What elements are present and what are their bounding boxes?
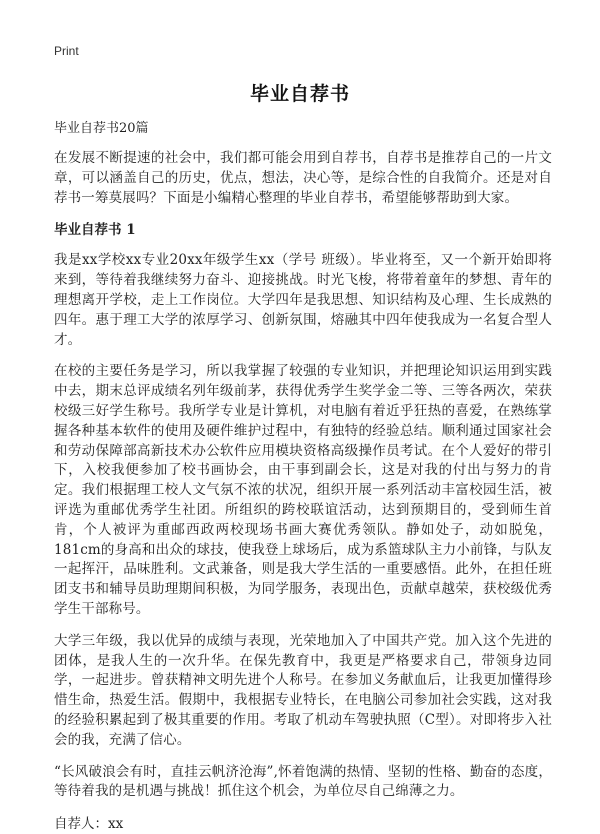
print-link[interactable]: Print <box>54 44 79 58</box>
document-subtitle: 毕业自荐书20篇 <box>54 121 149 136</box>
page-title: 毕业自荐书 <box>249 83 350 105</box>
body-paragraph-4: “长风破浪会有时，直挂云帆济沧海”,怀着饱满的热情、坚韧的性格、勤奋的态度，等待着我的是机遇与挑战！抓住这个机会，为单位尽自己绵薄之力。 <box>54 763 552 800</box>
signature-line: 自荐人：xx <box>54 816 124 833</box>
body-paragraph-1: 我是xx学校xx专业20xx年级学生xx（学号 班级）。毕业将至，又一个新开始即将来到，等待着我继续努力奋斗、迎接挑战。时光飞梭，将带着童年的梦想、青年的理想离开学校，走上工作岗位。大学四年是我思想、知识结构及心理、生长成熟的四年。惠于理工大学的浓厚学习、创新氛围，熔融其中四年使我成为一名复合型人才。 <box>54 252 552 348</box>
body-paragraph-3: 大学三年级，我以优异的成绩与表现，光荣地加入了中国共产党。加入这个先进的团体，是我人生的一次升华。在保先教育中，我更是严格要求自己，带领身边同学，一起进步。曾获精神文明先进个人称号。在参加义务献血后，让我更加懂得珍惜生命，热爱生活。假期中，我根据专业特长，在电脑公司参加社会实践，这对我的经验积累起到了极其重要的作用。考取了机动车驾驶执照（C型）。对即将步入社会的我，充满了信心。 <box>54 632 552 748</box>
body-paragraph-2: 在校的主要任务是学习，所以我掌握了较强的专业知识，并把理论知识运用到实践中去，期末总评成绩名列年级前茅，获得优秀学生奖学金二等、三等各两次，荣获校级三好学生称号。我所学专业是计算机，对电脑有着近乎狂热的喜爱，在熟练掌握各种基本软件的使用及硬件维护过程中，有独特的经验总结。顺利通过国家社会和劳动保障部高新技术办公软件应用模块资格高级操作员考试。在个人爱好的带引下，入校我便参加了校书画协会，由干事到副会长，这是对我的付出与努力的肯定。我们根据理工校人文气氛不浓的状况，组织开展一系列活动丰富校园生活，被评选为重邮优秀学生社团。所组织的跨校联谊活动，达到预期目的，受到师生首肯，个人被评为重邮西政两校现场书画大赛优秀领队。静如处子，动如脱兔，181cm的身高和出众的球技，使我登上球场后，成为系篮球队主力小前锋，与队友一起挥汗，品味胜利。文武兼备，则是我大学生活的一重要感悟。此外，在担任班团支书和辅导员助理期间积极，为同学服务，表现出色，贡献卓越荣，获校级优秀学生干部称号。 <box>54 363 552 617</box>
document-body <box>54 120 552 834</box>
section-heading: 毕业自荐书 1 <box>54 222 136 239</box>
intro-paragraph: 在发展不断提速的社会中，我们都可能会用到自荐书，自荐书是推荐自己的一片文章，可以涵盖自己的历史，优点，想法，决心等，是综合性的自我简介。还是对自荐书一筹莫展吗？下面是小编精心整理的毕业自荐书，希望能够帮助到大家。 <box>54 150 552 206</box>
